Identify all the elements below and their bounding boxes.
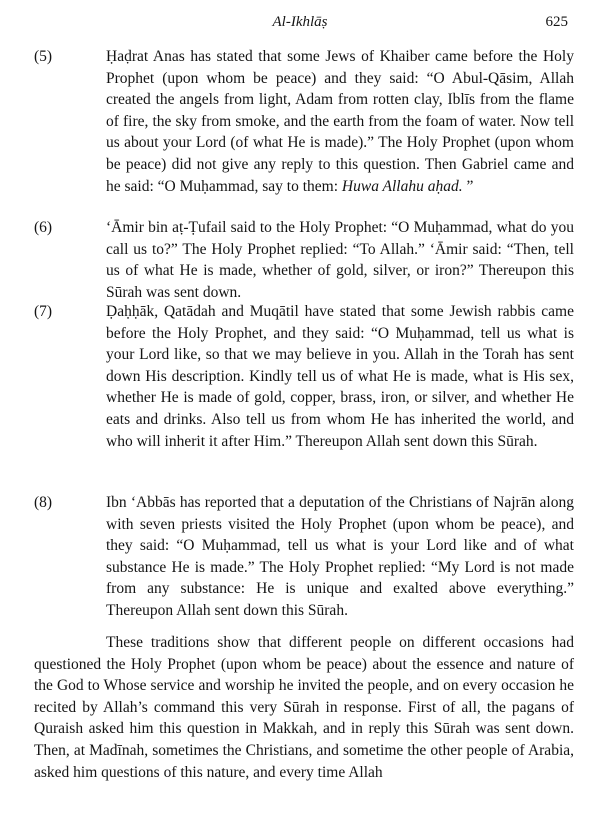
item-text: Ibn ‘Abbās has reported that a deputation of the Christians of Najrān along with seven priests visited the Holy Prophet (upon whom be peace), and they said: “O Muḥammad, tell us what is your Lord like and of what substance He is made.” The Holy Prophet replied: “My Lord is not made from any substance: He is unique and exalted above everything.” Thereupon Allah sent down this Sūrah. [106, 494, 574, 619]
item-text [106, 46, 574, 197]
page-number: 625 [545, 14, 568, 30]
item-number: (8) [34, 494, 53, 511]
concluding-paragraph: These traditions show that different people on different occasions had questioned the Holy Prophet (upon whom be peace) about the essence and nature of the God to Whose service and worship he invited the people, and on every occasion he recited by Allah’s command this very Sūrah in response. First of all, the pagans of Quraish asked him this question in Makkah, and in reply this Sūrah was sent down. Then, at Madīnah, sometimes the Christians, and sometime the other people of Arabia, asked him questions of this nature, and every time Allah [34, 634, 574, 781]
item-closing-quote: ” [462, 177, 474, 195]
item-number: (5) [34, 48, 53, 65]
item-text: Ḍaḥḥāk, Qatādah and Muqātil have stated that some Jewish rabbis came before the Holy Prophet, and they said: “O Muḥammad, tell us what is your Lord like, so that we may believe in you. Allah in the Torah has sent down His description. Kindly tell us of what He is made, what is His sex, whether He is made of gold, copper, brass, iron, or silver, and whether He eats and drinks. Also tell us from whom He has inherited the world, and who will inherit it after Him.” Thereupon Allah sent down this Sūrah. [106, 303, 574, 450]
item-emphasis: Huwa Allahu aḥad. [341, 177, 463, 195]
item-number: (6) [34, 219, 53, 236]
item-text: ‘Āmir bin aṭ-Ṭufail said to the Holy Prophet: “O Muḥammad, what do you call us to?” The Holy Prophet replied: “To Allah.” ‘Āmir said: “Then, tell us of what He is made, whether of gold, silver, or iron?” Thereupon this Sūrah was sent down. [106, 219, 574, 301]
item-body: Ḥaḍrat Anas has stated that some Jews of Khaiber came before the Holy Prophet (upon whom be peace) and they said: “O Abul-Qāsim, Allah created the angels from light, Adam from rotten clay, Iblīs from the flame of fire, the sky from smoke, and the earth from the foam of water. Now tell us about your Lord (of what He is made).” The Holy Prophet (upon whom be peace) did not give any reply to this question. Then Gabriel came and he said: “O Muḥammad, say to them: [106, 48, 574, 195]
running-header [0, 14, 600, 38]
item-number: (7) [34, 303, 53, 320]
running-title: Al-Ikhlāṣ [272, 14, 328, 30]
